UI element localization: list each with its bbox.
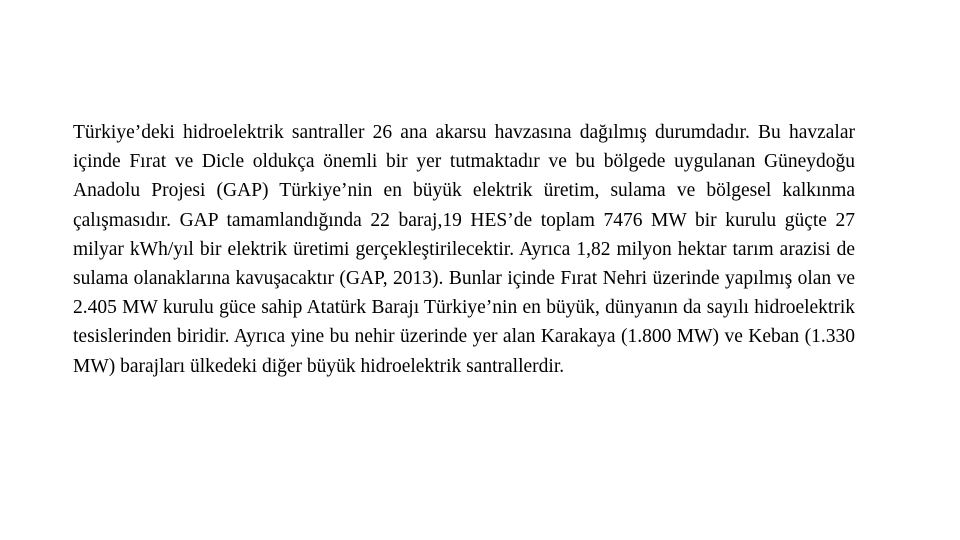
body-paragraph: Türkiye’deki hidroelektrik santraller 26 ana akarsu havzasına dağılmış durumdadır. Bu havzalar içinde Fırat ve Dicle oldukça önemli bir yer tutmaktadır ve bu bölgede uygulanan Güneydoğu Anadolu Projesi (GAP) Türkiye’nin en büyük elektrik üretim, sulama ve bölgesel kalkınma çalışmasıdır. GAP tamamlandığında 22 baraj,19 HES’de toplam 7476 MW bir kurulu güçte 27 milyar kWh/yıl bir elektrik üretimi gerçekleştirilecektir. Ayrıca 1,82 milyon hektar tarım arazisi de sulama olanaklarına kavuşacaktır (GAP, 2013). Bunlar içinde Fırat Nehri üzerinde yapılmış olan ve 2.405 MW kurulu güce sahip Atatürk Barajı Türkiye’nin en büyük, dünyanın da sayılı hidroelektrik tesislerinden biridir. Ayrıca yine bu nehir üzerinde yer alan Karakaya (1.800 MW) ve Keban (1.330 MW) barajları ülkedeki diğer büyük hidroelektrik santrallerdir. [73, 122, 855, 377]
